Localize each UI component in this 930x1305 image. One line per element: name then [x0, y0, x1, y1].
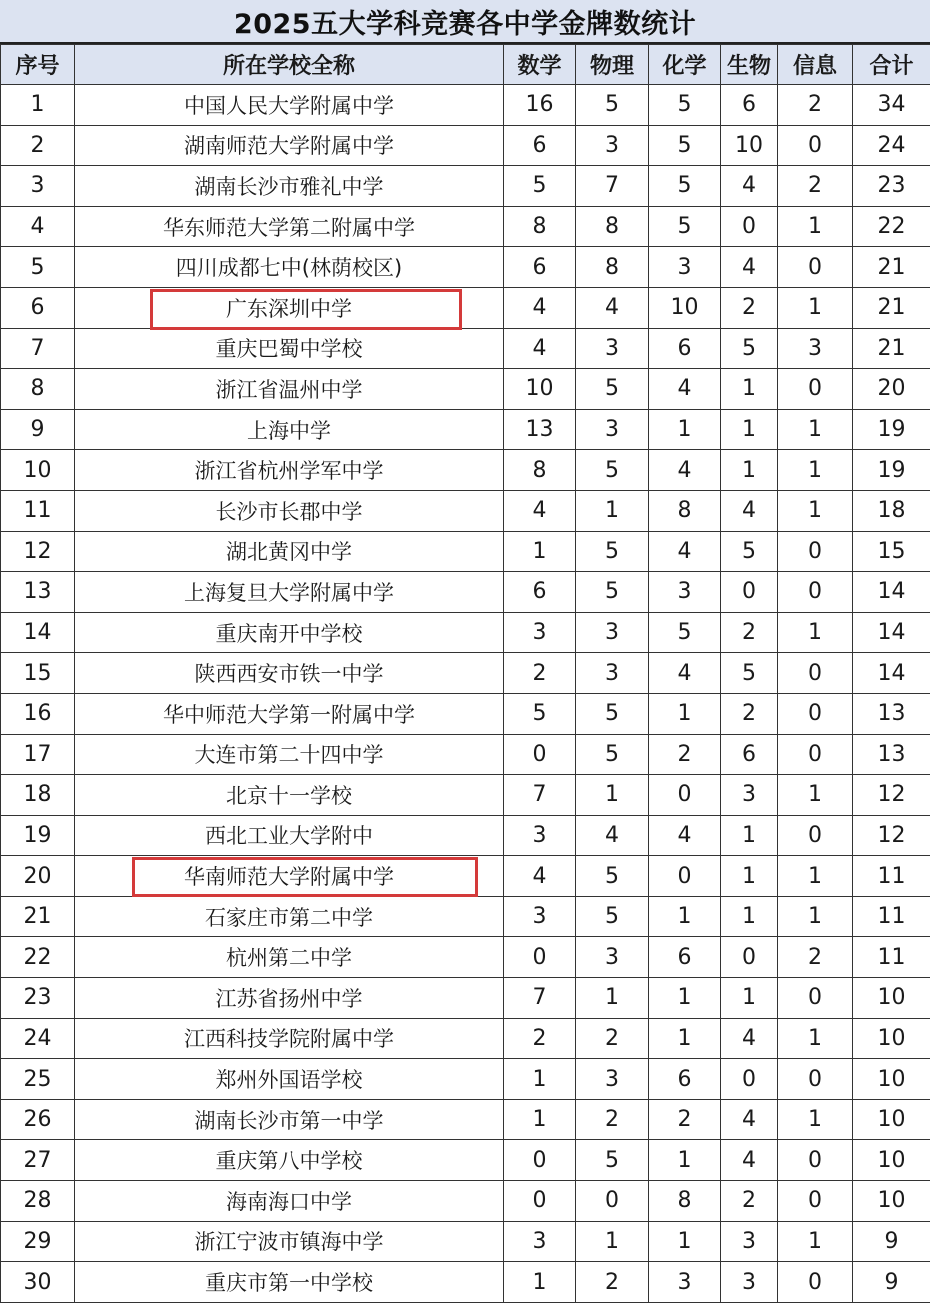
cell-school-name: 广东深圳中学: [75, 287, 504, 328]
cell-rank: 10: [1, 450, 75, 491]
cell-school-name: 江苏省扬州中学: [75, 978, 504, 1019]
cell-total: 20: [853, 369, 930, 410]
cell-physics: 5: [576, 369, 649, 410]
cell-biology: 0: [721, 572, 778, 613]
table-row: [1, 409, 930, 450]
cell-total: 12: [853, 775, 930, 816]
cell-informatics: 1: [778, 1221, 853, 1262]
cell-informatics: 0: [778, 247, 853, 288]
cell-math: 6: [504, 572, 576, 613]
cell-physics: 5: [576, 85, 649, 126]
cell-physics: 8: [576, 247, 649, 288]
cell-total: 9: [853, 1262, 930, 1303]
cell-rank: 30: [1, 1262, 75, 1303]
cell-biology: 3: [721, 1221, 778, 1262]
cell-school-name: 海南海口中学: [75, 1181, 504, 1222]
cell-total: 14: [853, 612, 930, 653]
header-math: 数学: [504, 45, 576, 85]
cell-chemistry: 6: [649, 937, 721, 978]
cell-total: 11: [853, 896, 930, 937]
cell-rank: 21: [1, 896, 75, 937]
cell-rank: 29: [1, 1221, 75, 1262]
cell-math: 1: [504, 531, 576, 572]
cell-school-name: 华中师范大学第一附属中学: [75, 693, 504, 734]
cell-physics: 3: [576, 328, 649, 369]
cell-physics: 4: [576, 287, 649, 328]
cell-total: 10: [853, 1018, 930, 1059]
cell-rank: 18: [1, 775, 75, 816]
cell-chemistry: 4: [649, 531, 721, 572]
cell-physics: 7: [576, 166, 649, 207]
cell-physics: 1: [576, 490, 649, 531]
cell-total: 22: [853, 206, 930, 247]
header-physics: 物理: [576, 45, 649, 85]
cell-chemistry: 4: [649, 450, 721, 491]
cell-biology: 3: [721, 775, 778, 816]
cell-math: 0: [504, 734, 576, 775]
cell-physics: 2: [576, 1262, 649, 1303]
cell-informatics: 0: [778, 815, 853, 856]
cell-school-name: 北京十一学校: [75, 775, 504, 816]
cell-physics: 5: [576, 856, 649, 897]
cell-physics: 3: [576, 653, 649, 694]
cell-rank: 19: [1, 815, 75, 856]
cell-informatics: 0: [778, 653, 853, 694]
cell-math: 3: [504, 815, 576, 856]
cell-physics: 3: [576, 125, 649, 166]
table-row: [1, 815, 930, 856]
cell-biology: 2: [721, 693, 778, 734]
cell-math: 6: [504, 125, 576, 166]
cell-school-name: 重庆市第一中学校: [75, 1262, 504, 1303]
cell-school-name: 杭州第二中学: [75, 937, 504, 978]
cell-biology: 10: [721, 125, 778, 166]
cell-school-name: 大连市第二十四中学: [75, 734, 504, 775]
cell-rank: 14: [1, 612, 75, 653]
cell-informatics: 1: [778, 856, 853, 897]
cell-math: 7: [504, 775, 576, 816]
cell-rank: 26: [1, 1099, 75, 1140]
cell-chemistry: 8: [649, 490, 721, 531]
cell-informatics: 0: [778, 1181, 853, 1222]
cell-math: 1: [504, 1099, 576, 1140]
cell-math: 10: [504, 369, 576, 410]
cell-school-name: 湖南长沙市雅礼中学: [75, 166, 504, 207]
cell-chemistry: 5: [649, 166, 721, 207]
cell-total: 14: [853, 653, 930, 694]
header-total: 合计: [853, 45, 930, 85]
table-row: [1, 978, 930, 1019]
cell-math: 0: [504, 937, 576, 978]
cell-total: 10: [853, 1140, 930, 1181]
cell-total: 21: [853, 287, 930, 328]
cell-school-name: 湖南师范大学附属中学: [75, 125, 504, 166]
medal-count-table: [0, 44, 930, 1303]
cell-informatics: 1: [778, 1099, 853, 1140]
cell-physics: 5: [576, 693, 649, 734]
cell-school-name: 重庆巴蜀中学校: [75, 328, 504, 369]
cell-chemistry: 5: [649, 612, 721, 653]
cell-math: 5: [504, 166, 576, 207]
cell-total: 21: [853, 247, 930, 288]
cell-total: 10: [853, 1059, 930, 1100]
cell-chemistry: 4: [649, 815, 721, 856]
table-row: [1, 775, 930, 816]
cell-school-name: 上海中学: [75, 409, 504, 450]
table-row: [1, 369, 930, 410]
cell-chemistry: 1: [649, 978, 721, 1019]
cell-math: 16: [504, 85, 576, 126]
header-rank: 序号: [1, 45, 75, 85]
cell-rank: 3: [1, 166, 75, 207]
table-row: [1, 734, 930, 775]
cell-informatics: 1: [778, 490, 853, 531]
cell-physics: 3: [576, 612, 649, 653]
cell-biology: 0: [721, 206, 778, 247]
table-body: [1, 85, 930, 1303]
cell-informatics: 0: [778, 369, 853, 410]
cell-total: 11: [853, 856, 930, 897]
table-row: [1, 1140, 930, 1181]
cell-informatics: 0: [778, 125, 853, 166]
cell-physics: 1: [576, 775, 649, 816]
cell-informatics: 0: [778, 1262, 853, 1303]
cell-rank: 27: [1, 1140, 75, 1181]
cell-chemistry: 5: [649, 206, 721, 247]
cell-informatics: 1: [778, 206, 853, 247]
table-row: [1, 896, 930, 937]
cell-physics: 1: [576, 1221, 649, 1262]
cell-math: 4: [504, 856, 576, 897]
cell-informatics: 0: [778, 531, 853, 572]
cell-rank: 16: [1, 693, 75, 734]
cell-chemistry: 4: [649, 653, 721, 694]
cell-school-name: 长沙市长郡中学: [75, 490, 504, 531]
cell-total: 12: [853, 815, 930, 856]
cell-informatics: 0: [778, 734, 853, 775]
cell-informatics: 1: [778, 775, 853, 816]
cell-informatics: 2: [778, 937, 853, 978]
cell-biology: 5: [721, 328, 778, 369]
cell-chemistry: 0: [649, 775, 721, 816]
cell-math: 3: [504, 896, 576, 937]
table-row: [1, 1059, 930, 1100]
cell-total: 24: [853, 125, 930, 166]
cell-rank: 24: [1, 1018, 75, 1059]
header-biology: 生物: [721, 45, 778, 85]
cell-school-name: 上海复旦大学附属中学: [75, 572, 504, 613]
cell-math: 8: [504, 450, 576, 491]
table-row: [1, 328, 930, 369]
cell-biology: 1: [721, 409, 778, 450]
cell-informatics: 0: [778, 693, 853, 734]
cell-physics: 0: [576, 1181, 649, 1222]
table-row: [1, 693, 930, 734]
cell-math: 4: [504, 490, 576, 531]
cell-math: 2: [504, 653, 576, 694]
cell-informatics: 3: [778, 328, 853, 369]
cell-physics: 5: [576, 572, 649, 613]
cell-school-name: 石家庄市第二中学: [75, 896, 504, 937]
cell-biology: 2: [721, 1181, 778, 1222]
cell-school-name: 浙江省杭州学军中学: [75, 450, 504, 491]
cell-rank: 8: [1, 369, 75, 410]
cell-rank: 11: [1, 490, 75, 531]
cell-chemistry: 2: [649, 734, 721, 775]
cell-physics: 3: [576, 1059, 649, 1100]
cell-school-name: 四川成都七中(林荫校区): [75, 247, 504, 288]
cell-rank: 12: [1, 531, 75, 572]
table-row: [1, 206, 930, 247]
cell-chemistry: 10: [649, 287, 721, 328]
header-chemistry: 化学: [649, 45, 721, 85]
cell-rank: 7: [1, 328, 75, 369]
cell-physics: 5: [576, 734, 649, 775]
cell-biology: 1: [721, 856, 778, 897]
cell-total: 9: [853, 1221, 930, 1262]
table-row: [1, 450, 930, 491]
table-title: 2025五大学科竞赛各中学金牌数统计: [0, 0, 930, 44]
cell-biology: 4: [721, 166, 778, 207]
table-row: [1, 1181, 930, 1222]
cell-school-name: 重庆南开中学校: [75, 612, 504, 653]
cell-math: 4: [504, 328, 576, 369]
table-row: [1, 1262, 930, 1303]
table-row: [1, 490, 930, 531]
table-row: [1, 166, 930, 207]
table-row: [1, 125, 930, 166]
cell-math: 4: [504, 287, 576, 328]
cell-biology: 3: [721, 1262, 778, 1303]
cell-rank: 22: [1, 937, 75, 978]
cell-math: 1: [504, 1059, 576, 1100]
cell-chemistry: 1: [649, 1018, 721, 1059]
cell-rank: 13: [1, 572, 75, 613]
cell-physics: 3: [576, 409, 649, 450]
cell-informatics: 1: [778, 1018, 853, 1059]
header-row: [1, 45, 930, 85]
cell-chemistry: 0: [649, 856, 721, 897]
cell-chemistry: 3: [649, 1262, 721, 1303]
cell-biology: 6: [721, 85, 778, 126]
cell-biology: 0: [721, 1059, 778, 1100]
cell-informatics: 0: [778, 1140, 853, 1181]
cell-physics: 5: [576, 896, 649, 937]
cell-informatics: 0: [778, 572, 853, 613]
cell-math: 13: [504, 409, 576, 450]
cell-biology: 4: [721, 1018, 778, 1059]
cell-rank: 28: [1, 1181, 75, 1222]
cell-total: 10: [853, 978, 930, 1019]
cell-rank: 17: [1, 734, 75, 775]
cell-physics: 3: [576, 937, 649, 978]
cell-math: 5: [504, 693, 576, 734]
cell-total: 34: [853, 85, 930, 126]
cell-school-name: 江西科技学院附属中学: [75, 1018, 504, 1059]
cell-chemistry: 5: [649, 85, 721, 126]
cell-biology: 6: [721, 734, 778, 775]
cell-informatics: 2: [778, 166, 853, 207]
cell-chemistry: 6: [649, 1059, 721, 1100]
cell-total: 19: [853, 450, 930, 491]
cell-school-name: 重庆第八中学校: [75, 1140, 504, 1181]
cell-school-name: 西北工业大学附中: [75, 815, 504, 856]
cell-math: 7: [504, 978, 576, 1019]
cell-school-name: 浙江省温州中学: [75, 369, 504, 410]
cell-math: 8: [504, 206, 576, 247]
cell-chemistry: 1: [649, 409, 721, 450]
cell-biology: 4: [721, 247, 778, 288]
cell-chemistry: 5: [649, 125, 721, 166]
cell-school-name: 湖南长沙市第一中学: [75, 1099, 504, 1140]
table-row: [1, 287, 930, 328]
cell-biology: 1: [721, 896, 778, 937]
table-row: [1, 247, 930, 288]
cell-math: 1: [504, 1262, 576, 1303]
cell-informatics: 0: [778, 1059, 853, 1100]
cell-physics: 5: [576, 531, 649, 572]
cell-biology: 5: [721, 653, 778, 694]
cell-math: 0: [504, 1140, 576, 1181]
cell-chemistry: 4: [649, 369, 721, 410]
cell-school-name: 浙江宁波市镇海中学: [75, 1221, 504, 1262]
cell-rank: 6: [1, 287, 75, 328]
cell-physics: 2: [576, 1018, 649, 1059]
cell-total: 19: [853, 409, 930, 450]
cell-chemistry: 1: [649, 1221, 721, 1262]
cell-school-name: 中国人民大学附属中学: [75, 85, 504, 126]
cell-math: 6: [504, 247, 576, 288]
cell-rank: 2: [1, 125, 75, 166]
cell-physics: 5: [576, 450, 649, 491]
table-row: [1, 937, 930, 978]
cell-informatics: 1: [778, 287, 853, 328]
cell-rank: 5: [1, 247, 75, 288]
cell-rank: 9: [1, 409, 75, 450]
cell-biology: 2: [721, 287, 778, 328]
cell-math: 3: [504, 1221, 576, 1262]
cell-biology: 4: [721, 1099, 778, 1140]
cell-rank: 20: [1, 856, 75, 897]
cell-math: 0: [504, 1181, 576, 1222]
cell-total: 10: [853, 1099, 930, 1140]
cell-rank: 15: [1, 653, 75, 694]
table-row: [1, 531, 930, 572]
cell-school-name: 湖北黄冈中学: [75, 531, 504, 572]
cell-biology: 1: [721, 369, 778, 410]
cell-rank: 23: [1, 978, 75, 1019]
cell-total: 13: [853, 693, 930, 734]
table-row: [1, 1221, 930, 1262]
cell-school-name: 郑州外国语学校: [75, 1059, 504, 1100]
cell-chemistry: 3: [649, 247, 721, 288]
cell-chemistry: 1: [649, 693, 721, 734]
cell-biology: 5: [721, 531, 778, 572]
cell-physics: 1: [576, 978, 649, 1019]
cell-physics: 5: [576, 1140, 649, 1181]
cell-school-name: 华东师范大学第二附属中学: [75, 206, 504, 247]
cell-total: 21: [853, 328, 930, 369]
table-row: [1, 572, 930, 613]
cell-total: 10: [853, 1181, 930, 1222]
table-row: [1, 85, 930, 126]
cell-rank: 4: [1, 206, 75, 247]
cell-rank: 25: [1, 1059, 75, 1100]
cell-total: 18: [853, 490, 930, 531]
cell-informatics: 2: [778, 85, 853, 126]
cell-physics: 2: [576, 1099, 649, 1140]
cell-chemistry: 3: [649, 572, 721, 613]
cell-biology: 1: [721, 450, 778, 491]
cell-total: 15: [853, 531, 930, 572]
table-row: [1, 612, 930, 653]
cell-chemistry: 6: [649, 328, 721, 369]
cell-biology: 0: [721, 937, 778, 978]
cell-informatics: 1: [778, 612, 853, 653]
cell-biology: 4: [721, 490, 778, 531]
cell-informatics: 1: [778, 450, 853, 491]
table-row: [1, 1099, 930, 1140]
cell-total: 23: [853, 166, 930, 207]
cell-physics: 8: [576, 206, 649, 247]
cell-informatics: 1: [778, 409, 853, 450]
cell-total: 14: [853, 572, 930, 613]
cell-biology: 2: [721, 612, 778, 653]
cell-math: 2: [504, 1018, 576, 1059]
table-row: [1, 856, 930, 897]
header-school-name: 所在学校全称: [75, 45, 504, 85]
cell-chemistry: 2: [649, 1099, 721, 1140]
cell-biology: 1: [721, 815, 778, 856]
cell-school-name: 华南师范大学附属中学: [75, 856, 504, 897]
cell-rank: 1: [1, 85, 75, 126]
table-header: [1, 45, 930, 85]
cell-chemistry: 1: [649, 1140, 721, 1181]
cell-chemistry: 8: [649, 1181, 721, 1222]
cell-math: 3: [504, 612, 576, 653]
cell-informatics: 1: [778, 896, 853, 937]
cell-total: 13: [853, 734, 930, 775]
cell-total: 11: [853, 937, 930, 978]
cell-chemistry: 1: [649, 896, 721, 937]
table-row: [1, 653, 930, 694]
cell-biology: 1: [721, 978, 778, 1019]
header-informatics: 信息: [778, 45, 853, 85]
table-row: [1, 1018, 930, 1059]
cell-physics: 4: [576, 815, 649, 856]
cell-biology: 4: [721, 1140, 778, 1181]
cell-informatics: 0: [778, 978, 853, 1019]
cell-school-name: 陕西西安市铁一中学: [75, 653, 504, 694]
